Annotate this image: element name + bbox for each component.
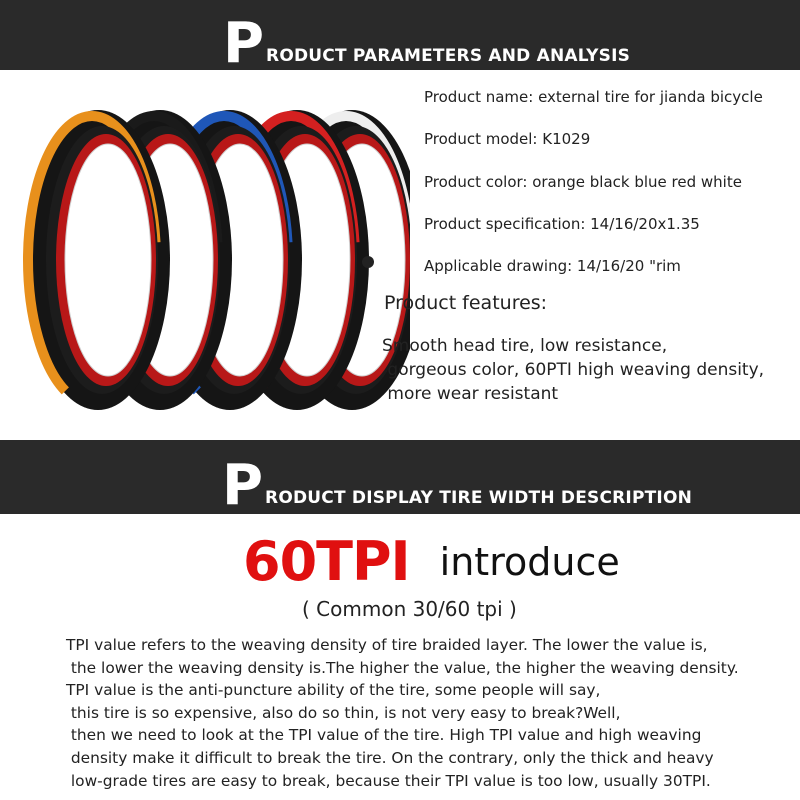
paragraph-line: low-grade tires are easy to break, because their TPI value is too low, usually 30TPI. [66,771,711,790]
title-initial: P [223,11,265,76]
feature-line: Smooth head tire, low resistance, [382,336,668,356]
title-initial: P [222,453,264,518]
features-title: Product features: [384,292,548,314]
paragraph-line: then we need to look at the TPI value of the tire. High TPI value and high weaving [66,726,702,745]
common-tpi-note: ( Common 30/60 tpi ) [302,597,517,621]
spec-product-model: Product model: K1029 [424,130,591,148]
spec-product-name: Product name: external tire for jianda bicycle [424,88,763,106]
paragraph-line: this tire is so expensive, also do so thin, is not very easy to break?Well, [66,703,621,722]
title-rest: RODUCT DISPLAY TIRE WIDTH DESCRIPTION [265,488,693,508]
feature-line: more wear resistant [382,384,559,404]
paragraph-line: the lower the weaving density is.The higher the value, the higher the weaving density. [66,658,739,677]
paragraph-line: TPI value refers to the weaving density of tire braided layer. The lower the value is, [66,636,708,654]
tpi-description [66,634,739,792]
paragraph-line: TPI value is the anti-puncture ability of the tire, some people will say, [66,681,601,700]
spec-product-specification: Product specification: 14/16/20x1.35 [424,215,700,233]
section-title-parameters [223,11,631,76]
tpi-label: 60TPI [243,530,410,593]
tire-orange [26,110,170,410]
tires-product-image [0,70,410,440]
introduce-label: introduce [439,539,620,584]
tpi-heading [243,530,620,593]
spec-product-color: Product color: orange black blue red white [424,173,742,191]
feature-line: gorgeous color, 60PTI high weaving density, [382,360,765,380]
paragraph-line: density make it difficult to break the tire. On the contrary, only the thick and heavy [66,748,714,767]
spec-applicable-drawing: Applicable drawing: 14/16/20 "rim [424,257,681,275]
section-title-display [222,453,693,518]
hub-icon [362,256,374,268]
title-rest: RODUCT PARAMETERS AND ANALYSIS [266,46,631,66]
features-list [382,334,764,406]
